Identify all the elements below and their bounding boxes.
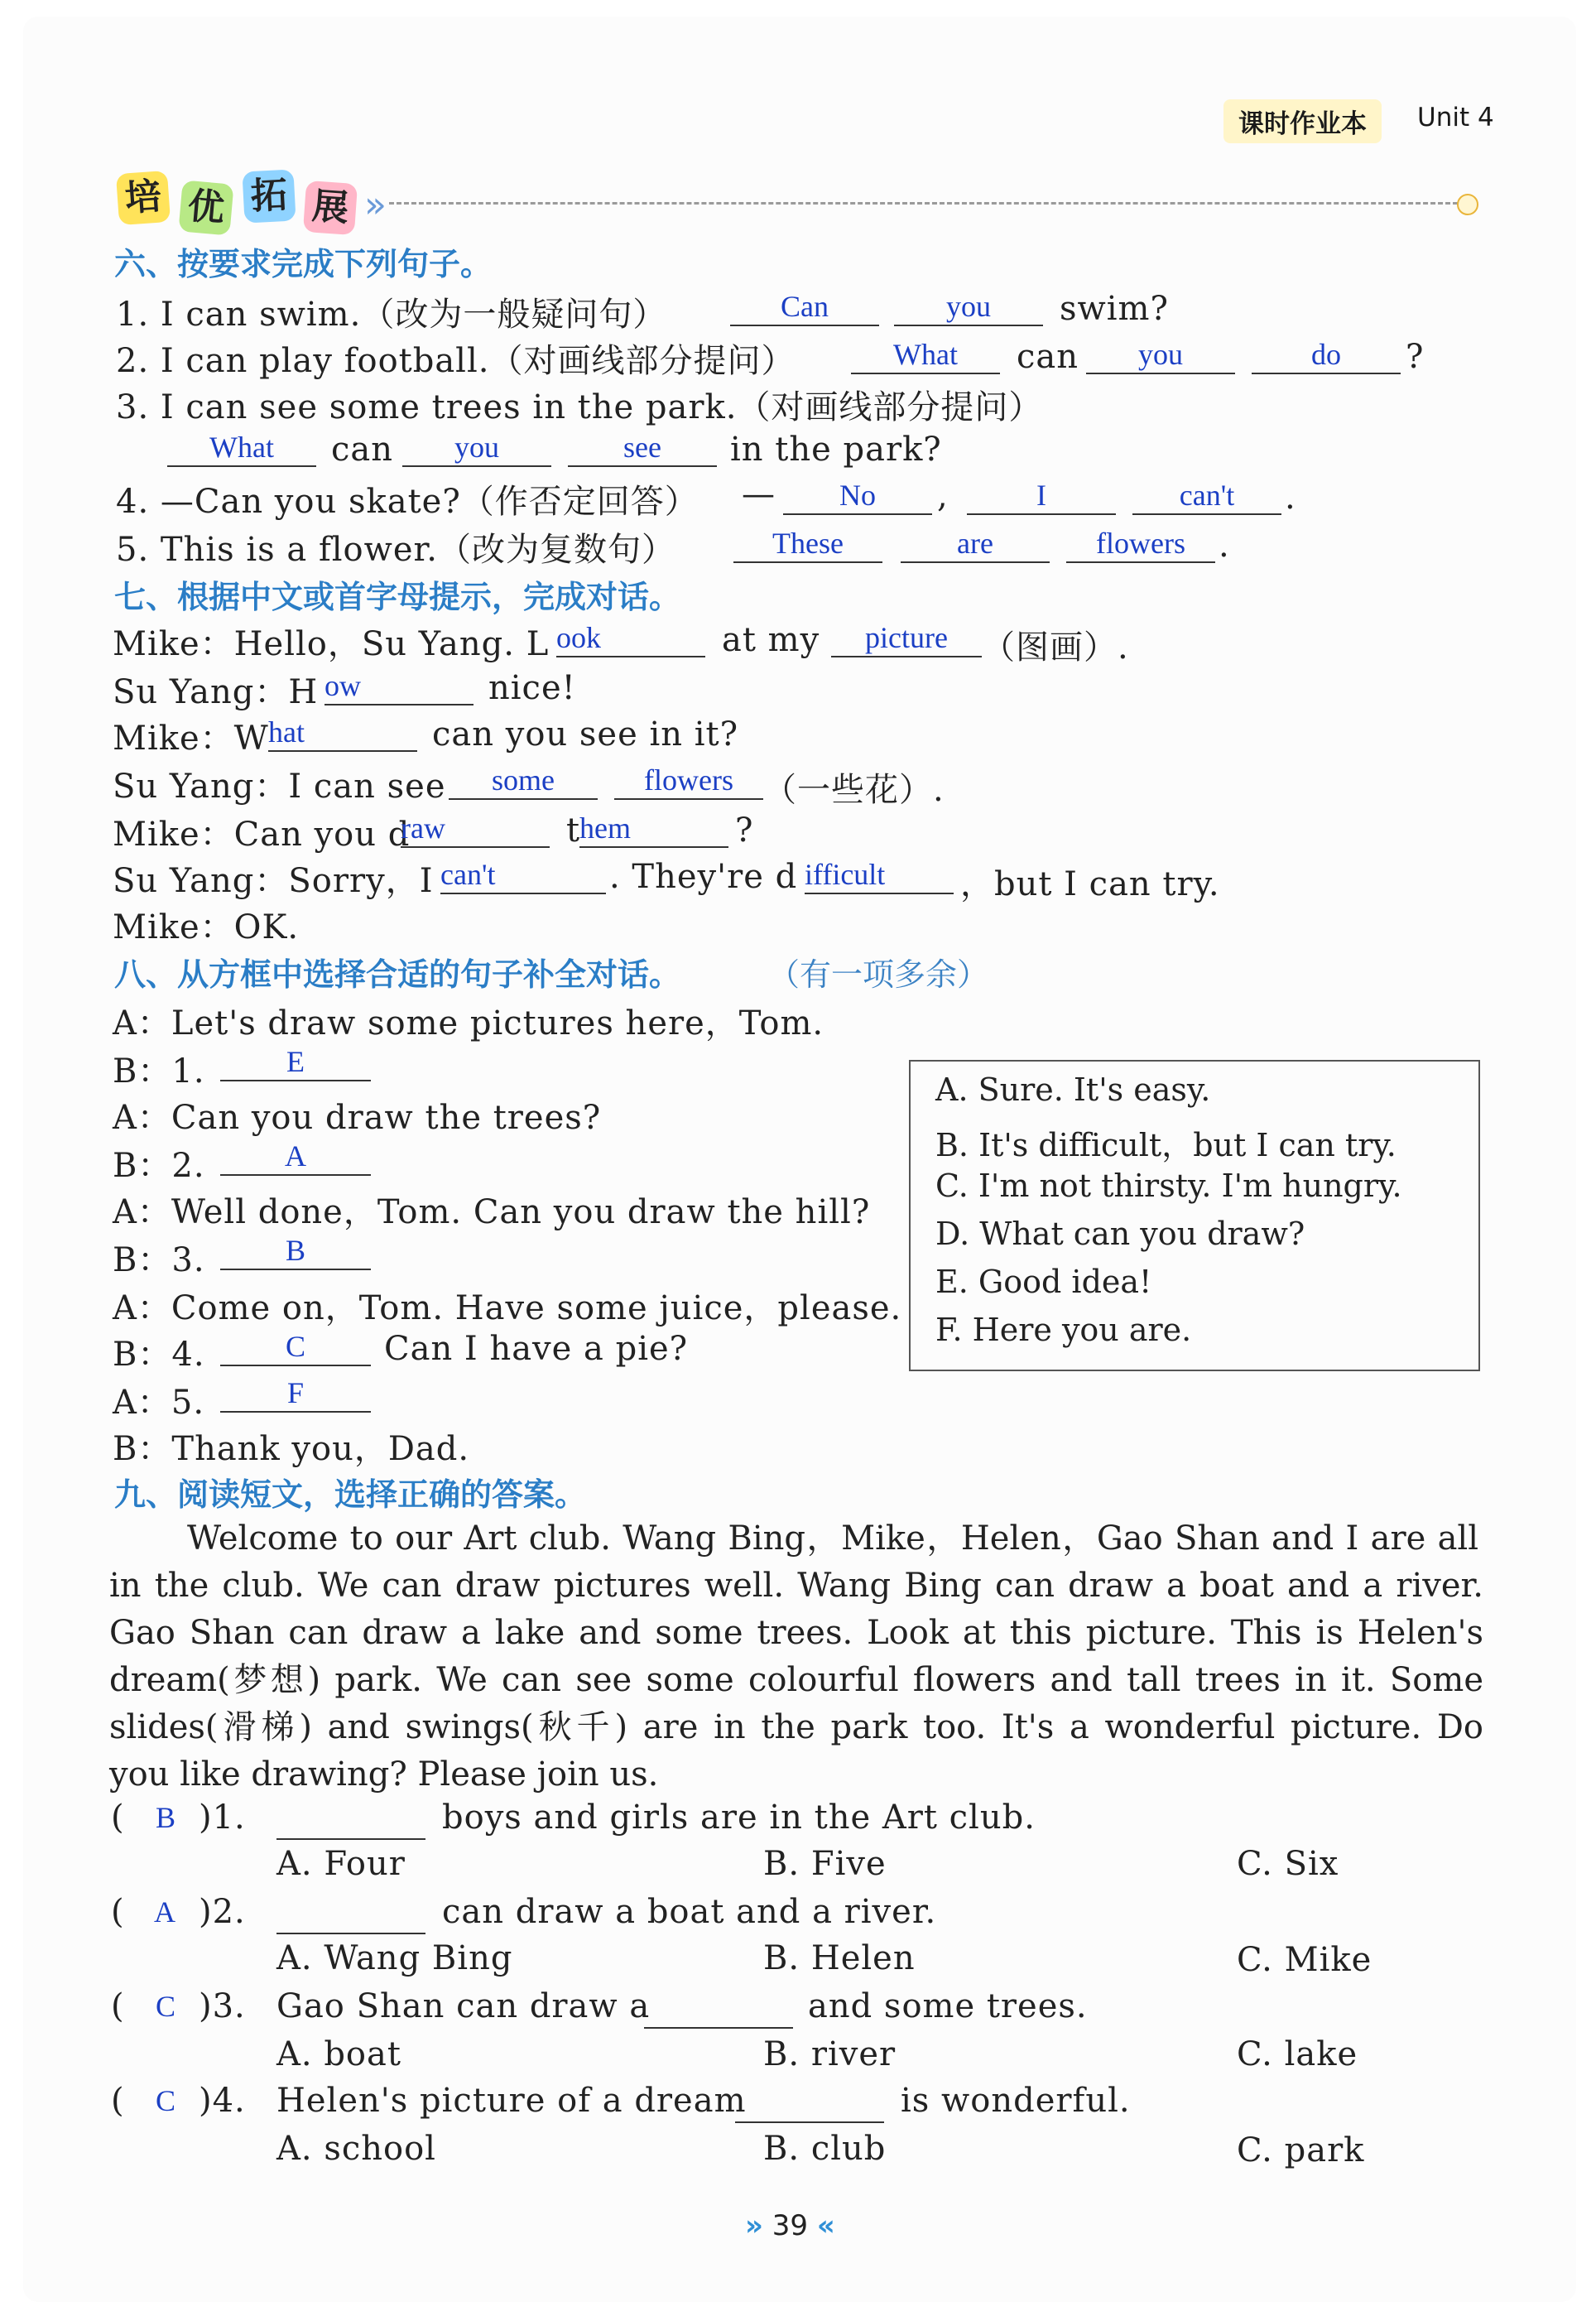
passage-line-6: you like drawing? Please join us.	[109, 1755, 659, 1794]
s7-l4-blank-2[interactable]: flowers	[614, 762, 763, 800]
s8-blank-3[interactable]: B	[220, 1232, 371, 1270]
s8-line-4: B：2.	[113, 1147, 205, 1185]
q4-blank	[735, 2085, 884, 2123]
q1-blank	[276, 1802, 425, 1840]
banner-tile-4: 展	[303, 181, 358, 235]
q3-option-c[interactable]: C. lake	[1237, 2035, 1358, 2073]
q1-number: )1.	[199, 1799, 246, 1837]
q2-blank	[276, 1896, 425, 1934]
q2-answer[interactable]: A	[154, 1895, 176, 1929]
s7-l3-blank[interactable]: hat	[268, 714, 417, 752]
banner-tile-1: 培	[116, 171, 171, 225]
s6-q4-dash: —	[742, 475, 776, 513]
s7-l2-blank[interactable]: ow	[324, 667, 474, 705]
s6-q3-text: 3. I can see some trees in the park.（对画线部分提问）	[116, 388, 1043, 426]
s7-l4-blank-1[interactable]: some	[449, 762, 598, 800]
s6-q5-text: 5. This is a flower.（改为复数句）	[116, 531, 675, 569]
s8-line-9: A：5.	[113, 1384, 205, 1422]
section-9-title: 九、阅读短文，选择正确的答案。	[114, 1476, 587, 1513]
s6-q5-blank-1[interactable]: These	[733, 525, 882, 563]
s6-q4-text: 4. —Can you skate?（作否定回答）	[116, 483, 699, 521]
section-8-note: （有一项多余）	[768, 956, 989, 993]
s8-blank-2[interactable]: A	[220, 1138, 371, 1176]
s7-l6-post: ，but I can try.	[960, 865, 1220, 903]
q1-paren-open: (	[111, 1799, 125, 1837]
passage-line-5: slides(滑梯) and swings(秋千) are in the park too. It's a wonderful picture. Do	[109, 1708, 1483, 1746]
s6-q4-blank-2[interactable]: I	[967, 477, 1116, 515]
s6-q3-blank-2[interactable]: you	[402, 429, 551, 467]
q4-pre: Helen's picture of a dream	[276, 2082, 747, 2120]
s6-q4-end: .	[1285, 479, 1296, 517]
q1-option-c[interactable]: C. Six	[1237, 1845, 1339, 1883]
s8-blank-4[interactable]: C	[220, 1328, 371, 1366]
chevron-right-icon: »	[364, 184, 387, 226]
passage-line-4: dream(梦想) park. We can see some colourful flowers and tall trees in it. Some	[109, 1661, 1483, 1699]
s7-l5-post: ?	[735, 811, 754, 850]
s7-l6-blank-2[interactable]: ifficult	[805, 856, 954, 894]
q4-answer[interactable]: C	[156, 2084, 177, 2117]
s7-l5-t: t	[566, 811, 581, 850]
s7-l6-mid: . They're d	[609, 858, 798, 896]
s7-l1-blank-2[interactable]: picture	[831, 619, 982, 657]
s6-q2-end: ?	[1406, 338, 1425, 376]
s6-q3-blank-3[interactable]: see	[568, 429, 717, 467]
section-8-title: 八、从方框中选择合适的句子补全对话。	[114, 956, 681, 993]
s8-line-2: B：1.	[113, 1052, 205, 1091]
s7-l5-blank-1[interactable]: raw	[401, 810, 550, 848]
q3-number: )3.	[199, 1987, 246, 2025]
option-e: E. Good idea!	[935, 1264, 1152, 1300]
q2-paren-open: (	[111, 1893, 125, 1931]
option-d: D. What can you draw?	[935, 1216, 1305, 1252]
s6-q2-blank-2[interactable]: you	[1086, 336, 1235, 374]
s7-l2-post: nice!	[488, 669, 576, 707]
q1-text: boys and girls are in the Art club.	[442, 1799, 1036, 1837]
s7-line-6: Su Yang：Sorry，I	[113, 862, 434, 900]
s7-l1-post: （图画）.	[982, 628, 1129, 667]
s6-q3-blank-1[interactable]: What	[167, 429, 316, 467]
s6-q1-post: swim?	[1060, 290, 1169, 328]
banner-divider	[389, 202, 1465, 205]
banner-tile-3: 拓	[242, 169, 296, 223]
s6-q2-text: 2. I can play football.（对画线部分提问）	[116, 342, 796, 380]
chevron-left-icon: «	[816, 2209, 835, 2242]
option-a: A. Sure. It's easy.	[935, 1071, 1211, 1108]
s7-line-2: Su Yang：H	[113, 673, 319, 711]
chevron-right-icon: »	[745, 2209, 763, 2242]
s8-line-5: A：Well done，Tom. Can you draw the hill?	[113, 1193, 871, 1231]
s6-q1-blank-2[interactable]: you	[894, 288, 1043, 326]
q4-paren-open: (	[111, 2082, 125, 2120]
s7-l3-post: can you see in it?	[432, 715, 739, 754]
passage-line-1: Welcome to our Art club. Wang Bing，Mike，Helen，Gao Shan and I are all	[187, 1519, 1478, 1558]
passage-line-3: Gao Shan can draw a lake and some trees. Look at this picture. This is Helen's	[109, 1614, 1483, 1652]
q2-number: )2.	[199, 1893, 246, 1931]
s7-line-1: Mike：Hello，Su Yang. L	[113, 625, 550, 663]
q4-text: is wonderful.	[901, 2082, 1131, 2120]
s7-line-3: Mike：W	[113, 720, 269, 758]
q4-option-a[interactable]: A. school	[276, 2130, 436, 2168]
s6-q1-text: 1. I can swim.（改为一般疑问句）	[116, 296, 667, 334]
s6-q4-blank-3[interactable]: can't	[1132, 477, 1281, 515]
s8-blank-5[interactable]: F	[220, 1375, 371, 1413]
unit-label: Unit 4	[1417, 103, 1494, 132]
s7-line-5: Mike：Can you d	[113, 816, 411, 854]
s8-line-8: B：4.	[113, 1336, 205, 1374]
s7-l1-mid: at my	[722, 621, 820, 659]
s8-line-7: A：Come on，Tom. Have some juice，please.	[113, 1289, 902, 1327]
s6-q4-blank-1[interactable]: No	[783, 477, 932, 515]
section-7-title: 七、根据中文或首字母提示，完成对话。	[114, 579, 681, 615]
s7-l1-blank-1[interactable]: ook	[556, 619, 705, 657]
banner-tile-2: 优	[178, 180, 233, 235]
section-6-title: 六、按要求完成下列句子。	[114, 246, 493, 282]
q4-option-b[interactable]: B. club	[763, 2130, 887, 2168]
option-b: B. It's difficult，but I can try.	[935, 1127, 1396, 1163]
options-box	[909, 1060, 1480, 1371]
q2-option-b[interactable]: B. Helen	[763, 1939, 916, 1977]
s6-q2-mid: can	[1017, 338, 1079, 376]
page-number	[745, 2209, 835, 2242]
q1-option-b[interactable]: B. Five	[763, 1845, 887, 1883]
q4-number: )4.	[199, 2082, 246, 2120]
q3-option-b[interactable]: B. river	[763, 2035, 897, 2073]
s8-blank-1[interactable]: E	[220, 1043, 371, 1081]
q1-option-a[interactable]: A. Four	[276, 1845, 406, 1883]
s8-line-3: A：Can you draw the trees?	[113, 1099, 602, 1137]
book-label: 课时作业本	[1223, 99, 1382, 143]
q2-option-c[interactable]: C. Mike	[1237, 1941, 1372, 1979]
s6-q2-blank-1[interactable]: What	[851, 336, 1000, 374]
circle-end-icon	[1457, 194, 1478, 215]
q3-pre: Gao Shan can draw a	[276, 1987, 651, 2025]
q2-option-a[interactable]: A. Wang Bing	[276, 1939, 513, 1977]
q3-text: and some trees.	[808, 1987, 1088, 2025]
s6-q4-comma: ,	[937, 477, 949, 515]
s6-q3-mid: can	[331, 431, 394, 469]
s6-q2-blank-3[interactable]: do	[1252, 336, 1401, 374]
s6-q5-blank-3[interactable]: flowers	[1066, 525, 1215, 563]
s6-q3-post: in the park?	[730, 431, 942, 469]
s8-line-6: B：3.	[113, 1241, 205, 1279]
q3-paren-open: (	[111, 1987, 125, 2025]
s7-l6-blank-1[interactable]: can't	[440, 856, 606, 894]
s7-line-7: Mike：OK.	[113, 908, 300, 946]
s6-q5-blank-2[interactable]: are	[901, 525, 1050, 563]
passage-line-2: in the club. We can draw pictures well. Wang Bing can draw a boat and a river.	[109, 1567, 1483, 1605]
option-c: C. I'm not thirsty. I'm hungry.	[935, 1168, 1402, 1204]
q4-option-c[interactable]: C. park	[1237, 2131, 1365, 2169]
s7-l5-blank-2[interactable]: hem	[579, 810, 728, 848]
q3-option-a[interactable]: A. boat	[276, 2035, 401, 2073]
s8-line-8-post: Can I have a pie?	[384, 1330, 689, 1368]
option-f: F. Here you are.	[935, 1312, 1192, 1348]
q2-text: can draw a boat and a river.	[442, 1893, 937, 1931]
s8-line-10: B：Thank you，Dad.	[113, 1430, 470, 1468]
s7-line-4: Su Yang：I can see	[113, 768, 446, 806]
s6-q1-blank-1[interactable]: Can	[730, 288, 879, 326]
s6-q5-end: .	[1219, 527, 1230, 565]
s7-l4-post: （一些花）.	[763, 771, 945, 809]
q3-answer[interactable]: C	[156, 1990, 177, 2023]
q1-answer[interactable]: B	[156, 1801, 177, 1834]
page-number-text: 39	[772, 2209, 809, 2242]
q3-blank	[644, 1991, 793, 2029]
s8-line-1: A：Let's draw some pictures here，Tom.	[113, 1004, 824, 1043]
